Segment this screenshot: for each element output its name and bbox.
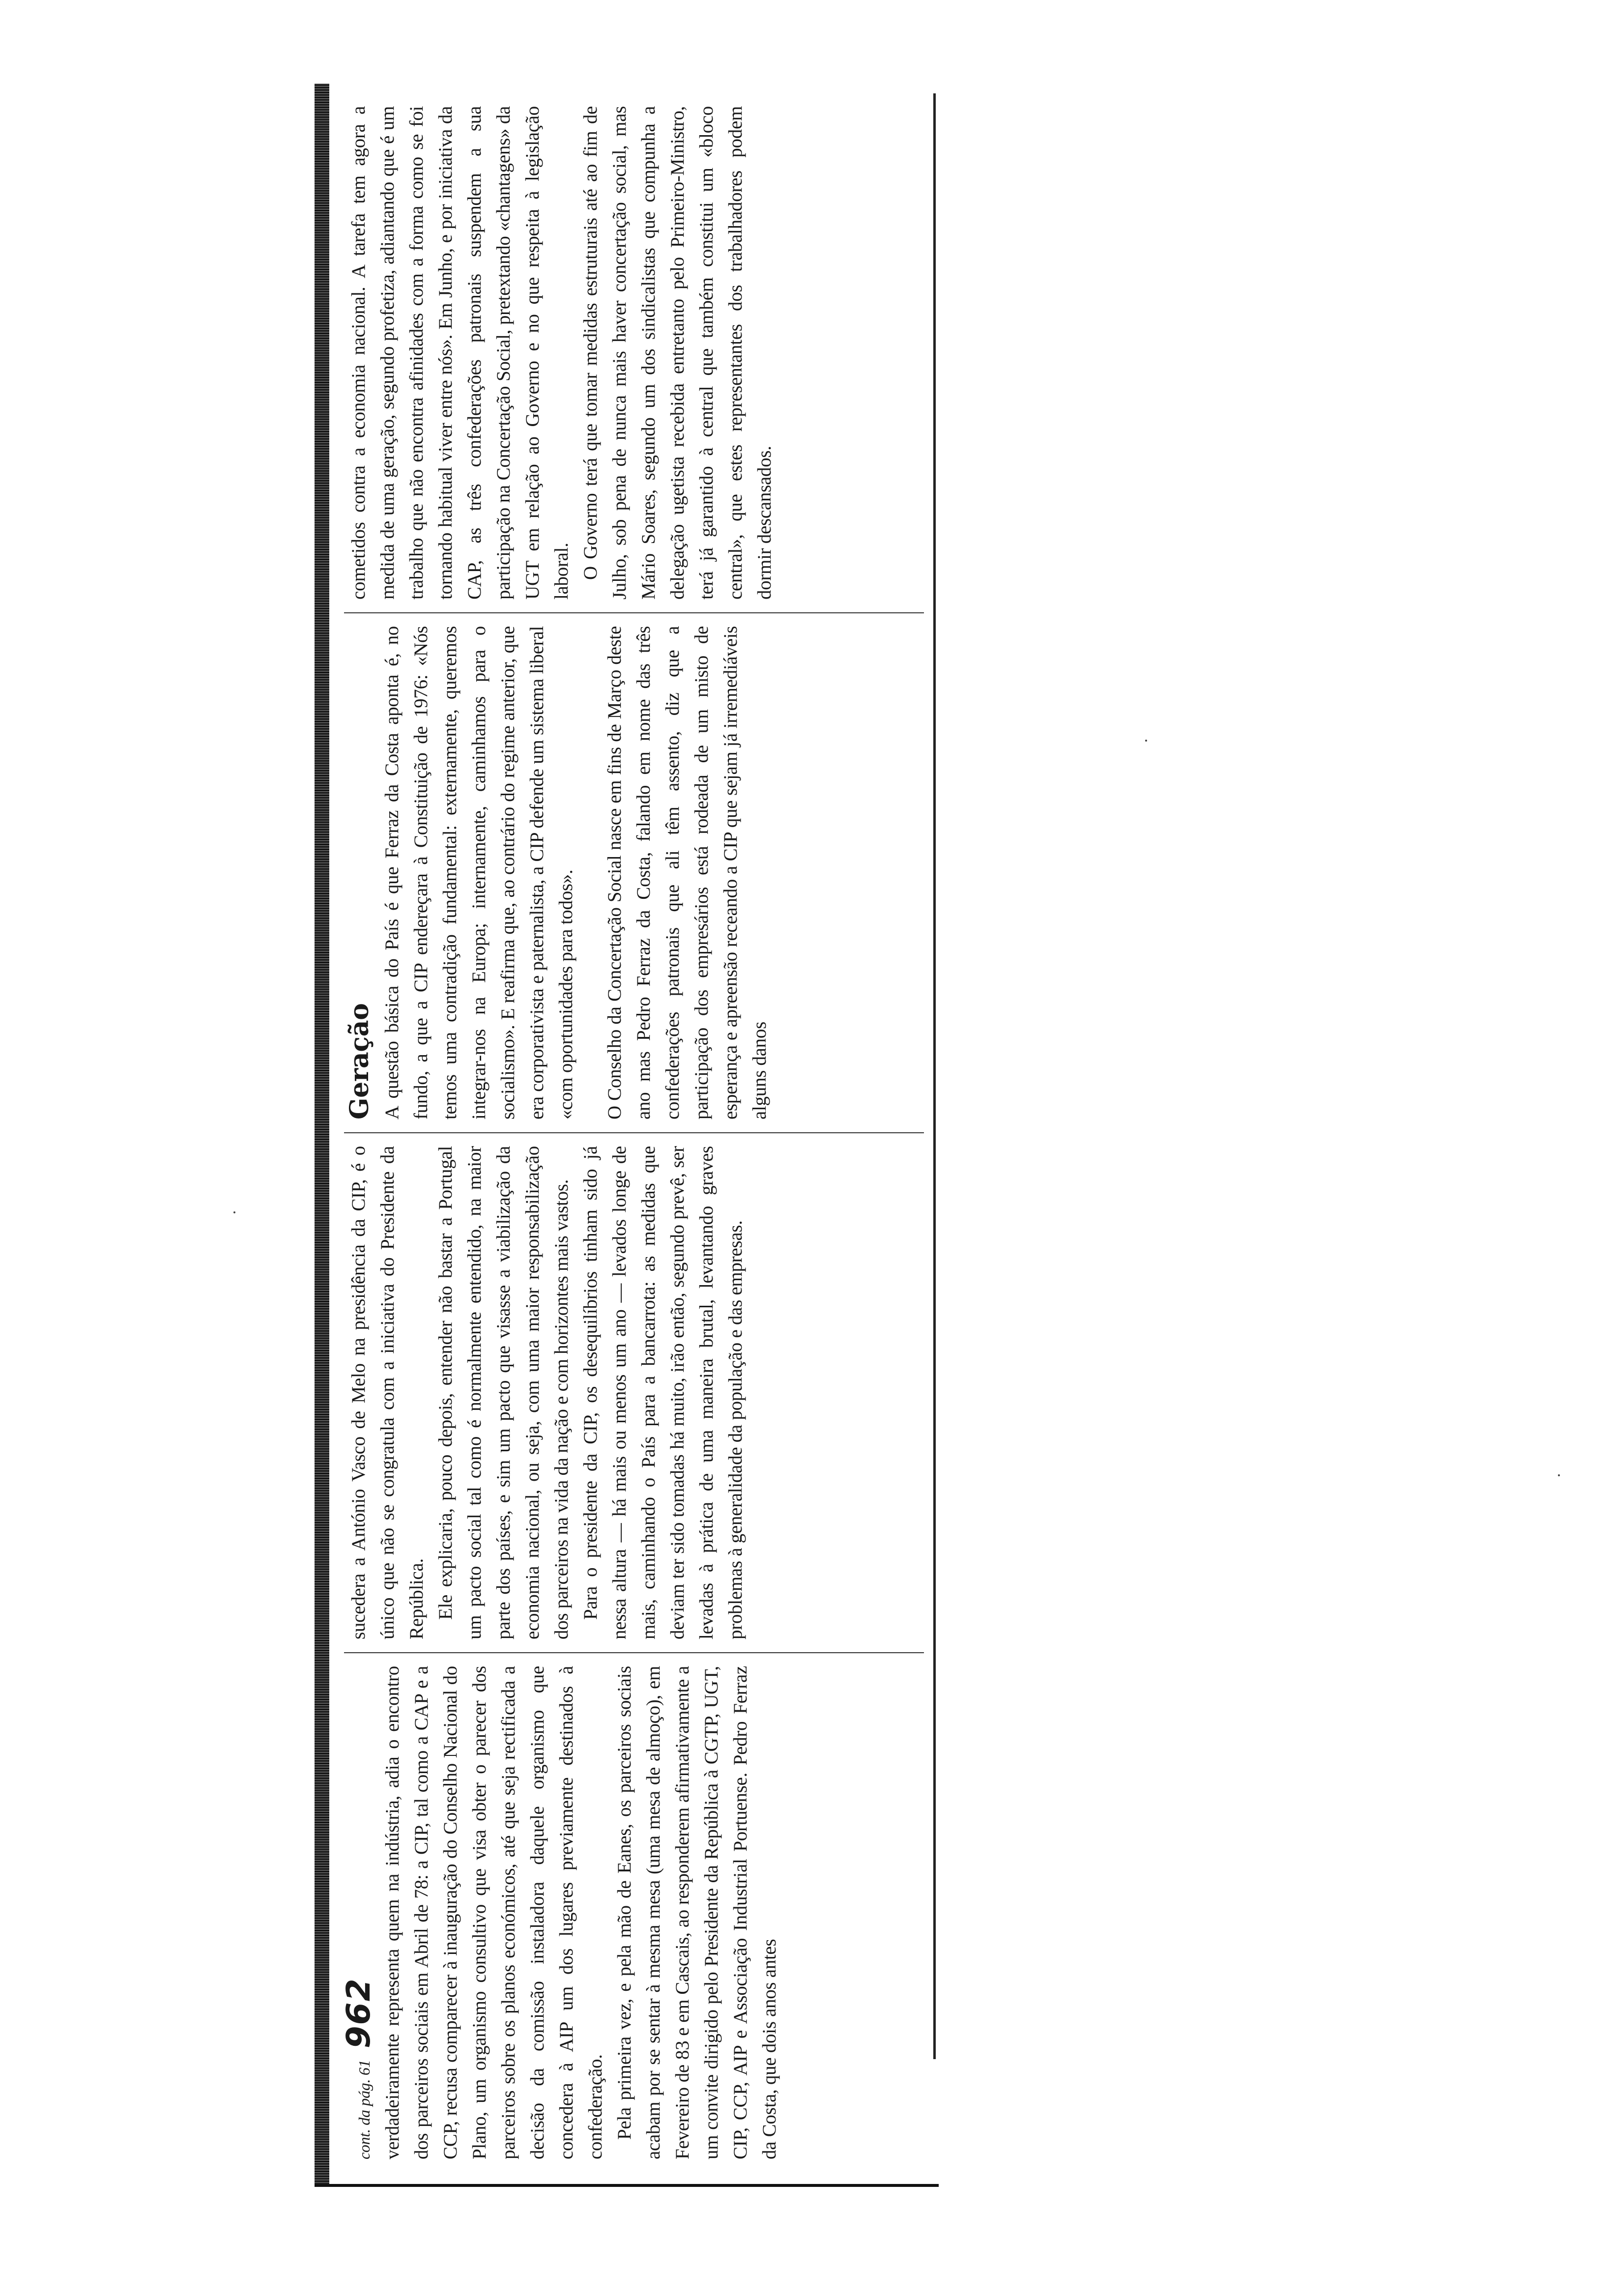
scan-speck (1145, 740, 1147, 742)
article-columns (340, 93, 924, 2172)
paragraph: O Governo terá que tomar medidas estruturais até ao fim de Julho, sob pena de nunca mais haver concertação social, mas Mário Soares, segundo um dos sindicalistas que compunha a delegação ugetista recebida entretanto pelo Primeiro-Ministro, terá já garantido à central que também constitui um «bloco central», que estes representantes dos trabalhadores podem dormir descansados. (580, 106, 775, 600)
article-column-4 (344, 93, 924, 613)
paragraph: cometidos contra a economia nacional. A tarefa tem agora a medida de uma geração, segundo profetiza, adiantando que é um trabalho que não encontra afinidades com a forma como se foi tornando habitual viver entre nós». Em Junho, e por iniciativa da CAP, as três confederações patronais suspendem a sua participação na Concertação Social, pretextando «chantagens» da UGT em relação ao Governo e no que respeita à legislação laboral. (348, 106, 572, 600)
paragraph: Ele explicaria, pouco depois, entender não bastar a Portugal um pacto social tal como é normalmente entendido, na maior parte dos países, e sim um pacto que visasse a viabilização da economia nacional, ou seja, com uma maior responsabilização dos parceiros na vida da nação e com horizontes mais vastos. (435, 1146, 572, 1639)
article-column-2 (344, 1133, 924, 1653)
paragraph: verdadeiramente representa quem na indústria, adia o encontro dos parceiros sociais em Abril de 78: a CIP, tal como a CAP e a CCP, recusa comparecer à inauguração do Conselho Nacional do Plano, um organismo consultivo que visa obter o parecer dos parceiros sobre os planos económicos, até que seja rectificada a decisão da comissão instaladora daquele organismo que concedera à AIP um dos lugares previamente destinados à confederação. (382, 1666, 606, 2159)
continuation-reference: cont. da pág. 61 (355, 2060, 373, 2159)
scan-speck (233, 1211, 235, 1213)
handwritten-annotation: 962 (340, 1978, 377, 2049)
article-column-3 (344, 613, 924, 1133)
paragraph: Pela primeira vez, e pela mão de Eanes, os parceiros sociais acabam por se sentar à mesma mesa (uma mesa de almoço), em Fevereiro de 83 e em Cascais, ao responderem afirmativamente a um convite dirigido pelo Presidente da República à CGTP, UGT, CIP, CCP, AIP e Associação Industrial Portuense. Pedro Ferraz da Costa, que dois anos antes (614, 1666, 780, 2159)
paragraph: O Conselho da Concertação Social nasce em fins de Março deste ano mas Pedro Ferraz da Costa, falando em nome das três confederações patronais que ali têm assento, diz que a participação dos empresários está rodeada de um misto de esperança e apreensão receando a CIP que sejam já irremediáveis alguns danos (604, 626, 770, 1119)
continuation-header (340, 1666, 378, 2159)
newspaper-clipping (315, 84, 939, 2207)
bottom-border-rule (933, 93, 936, 2059)
paragraph: Para o presidente da CIP, os desequilíbrios tinham sido já nessa altura — há mais ou menos um ano — levados longe de mais, caminhando o País para a bancarrota: as medidas que deviam ter sido tomadas há muito, irão então, segundo prevê, ser levadas à prática de uma maneira brutal, levantando graves problemas à generalidade da população e das empresas. (580, 1146, 746, 1639)
paragraph-spacer (580, 626, 600, 1119)
top-border-rule (315, 84, 329, 2187)
left-border-rule (315, 2184, 939, 2187)
paragraph: sucedera a António Vasco de Melo na presidência da CIP, é o único que não se congratula com a iniciativa do Presidente da República. (348, 1146, 427, 1639)
article-column-1 (340, 1653, 924, 2172)
scan-speck (1558, 1474, 1560, 1476)
section-subheading: Geração (345, 1003, 374, 1119)
paragraph: A questão básica do País é que Ferraz da Costa aponta é, no fundo, a que a CIP endereçara à Constituição de 1976: «Nós temos uma contradição fundamental: externamente, queremos integrar-nos na Europa; internamente, caminhamos para o socialismo». E reafirma que, ao contrário do regime anterior, que era corporativista e paternalista, a CIP defende um sistema liberal «com oportunidades para todos». (381, 626, 576, 1119)
